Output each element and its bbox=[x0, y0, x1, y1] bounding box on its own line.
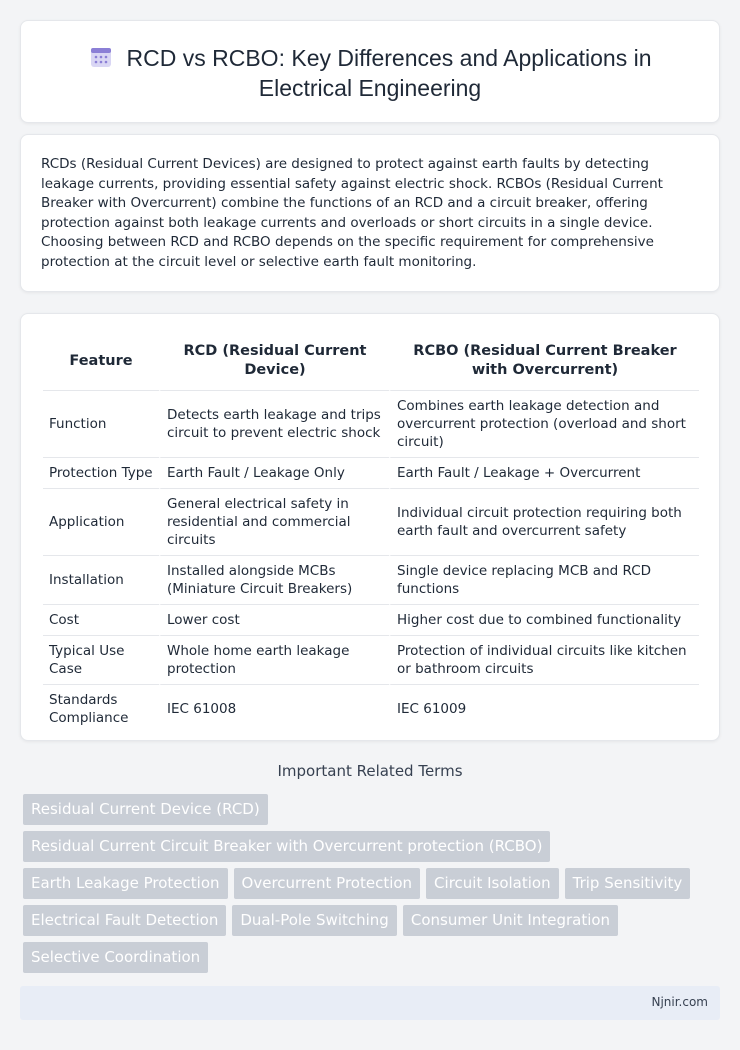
tag-row bbox=[23, 794, 723, 825]
table-header-row bbox=[43, 332, 699, 390]
tag-row bbox=[23, 905, 723, 936]
row-feature: Protection Type bbox=[43, 457, 159, 488]
row-feature: Installation bbox=[43, 555, 159, 604]
row-rcbo: Protection of individual circuits like kitchen or bathroom circuits bbox=[389, 635, 699, 684]
related-terms-title: Important Related Terms bbox=[277, 762, 463, 780]
row-rcbo: Single device replacing MCB and RCD functions bbox=[389, 555, 699, 604]
footer-site-name[interactable]: Njnir.com bbox=[651, 995, 708, 1009]
row-feature: Application bbox=[43, 488, 159, 555]
header-card bbox=[20, 20, 720, 123]
calendar-icon bbox=[89, 45, 113, 69]
table-row bbox=[43, 604, 699, 635]
header-rcbo: RCBO (Residual Current Breaker with Overcurrent) bbox=[389, 332, 699, 390]
related-term-tag[interactable]: Earth Leakage Protection bbox=[23, 868, 228, 899]
row-rcd: Earth Fault / Leakage Only bbox=[159, 457, 389, 488]
row-rcd: General electrical safety in residential and commercial circuits bbox=[159, 488, 389, 555]
table-row bbox=[43, 488, 699, 555]
page-title: RCD vs RCBO: Key Differences and Applications in Electrical Engineering bbox=[126, 45, 652, 101]
row-rcd: Lower cost bbox=[159, 604, 389, 635]
tag-row bbox=[23, 868, 723, 899]
related-term-tag[interactable]: Trip Sensitivity bbox=[565, 868, 691, 899]
header-feature: Feature bbox=[69, 352, 133, 369]
page-title-wrap bbox=[61, 43, 679, 103]
related-term-tag[interactable]: Selective Coordination bbox=[23, 942, 208, 973]
row-rcbo: Higher cost due to combined functionality bbox=[389, 604, 699, 635]
row-feature: Standards Compliance bbox=[43, 684, 159, 733]
related-term-tag[interactable]: Circuit Isolation bbox=[426, 868, 559, 899]
row-rcd: Installed alongside MCBs (Miniature Circuit Breakers) bbox=[159, 555, 389, 604]
table-row bbox=[43, 457, 699, 488]
row-feature: Function bbox=[43, 390, 159, 457]
row-rcbo: Combines earth leakage detection and overcurrent protection (overload and short circuit) bbox=[389, 390, 699, 457]
related-term-tag[interactable]: Residual Current Device (RCD) bbox=[23, 794, 268, 825]
table-row bbox=[43, 555, 699, 604]
related-term-tag[interactable]: Overcurrent Protection bbox=[234, 868, 421, 899]
related-term-tag[interactable]: Consumer Unit Integration bbox=[403, 905, 618, 936]
table-row bbox=[43, 635, 699, 684]
comparison-card bbox=[20, 313, 720, 741]
row-rcd: IEC 61008 bbox=[159, 684, 389, 733]
tag-row bbox=[23, 831, 723, 862]
related-term-tag[interactable]: Dual-Pole Switching bbox=[232, 905, 396, 936]
row-rcd: Detects earth leakage and trips circuit to prevent electric shock bbox=[159, 390, 389, 457]
intro-card bbox=[20, 134, 720, 292]
row-rcd: Whole home earth leakage protection bbox=[159, 635, 389, 684]
related-term-tag[interactable]: Electrical Fault Detection bbox=[23, 905, 226, 936]
row-feature: Typical Use Case bbox=[43, 635, 159, 684]
row-rcbo: Earth Fault / Leakage + Overcurrent bbox=[389, 457, 699, 488]
related-term-tag[interactable]: Residual Current Circuit Breaker with Overcurrent protection (RCBO) bbox=[23, 831, 550, 862]
intro-paragraph: RCDs (Residual Current Devices) are designed to protect against earth faults by detecting leakage currents, providing essential safety against electric shock. RCBOs (Residual Current Breaker with Overcurrent) combine the functions of an RCD and a circuit breaker, offering protection against both leakage currents and overloads or short circuits in a single device. Choosing between RCD and RCBO depends on the specific requirement for comprehensive protection at the circuit level or selective earth fault monitoring. bbox=[41, 156, 663, 270]
footer-bar bbox=[20, 986, 720, 1020]
related-terms-list bbox=[23, 794, 723, 979]
table-row bbox=[43, 390, 699, 457]
comparison-table bbox=[43, 332, 699, 733]
row-rcbo: IEC 61009 bbox=[389, 684, 699, 733]
row-feature: Cost bbox=[43, 604, 159, 635]
table-row bbox=[43, 684, 699, 733]
tag-row bbox=[23, 942, 723, 973]
row-rcbo: Individual circuit protection requiring both earth fault and overcurrent safety bbox=[389, 488, 699, 555]
header-rcd: RCD (Residual Current Device) bbox=[159, 332, 389, 390]
